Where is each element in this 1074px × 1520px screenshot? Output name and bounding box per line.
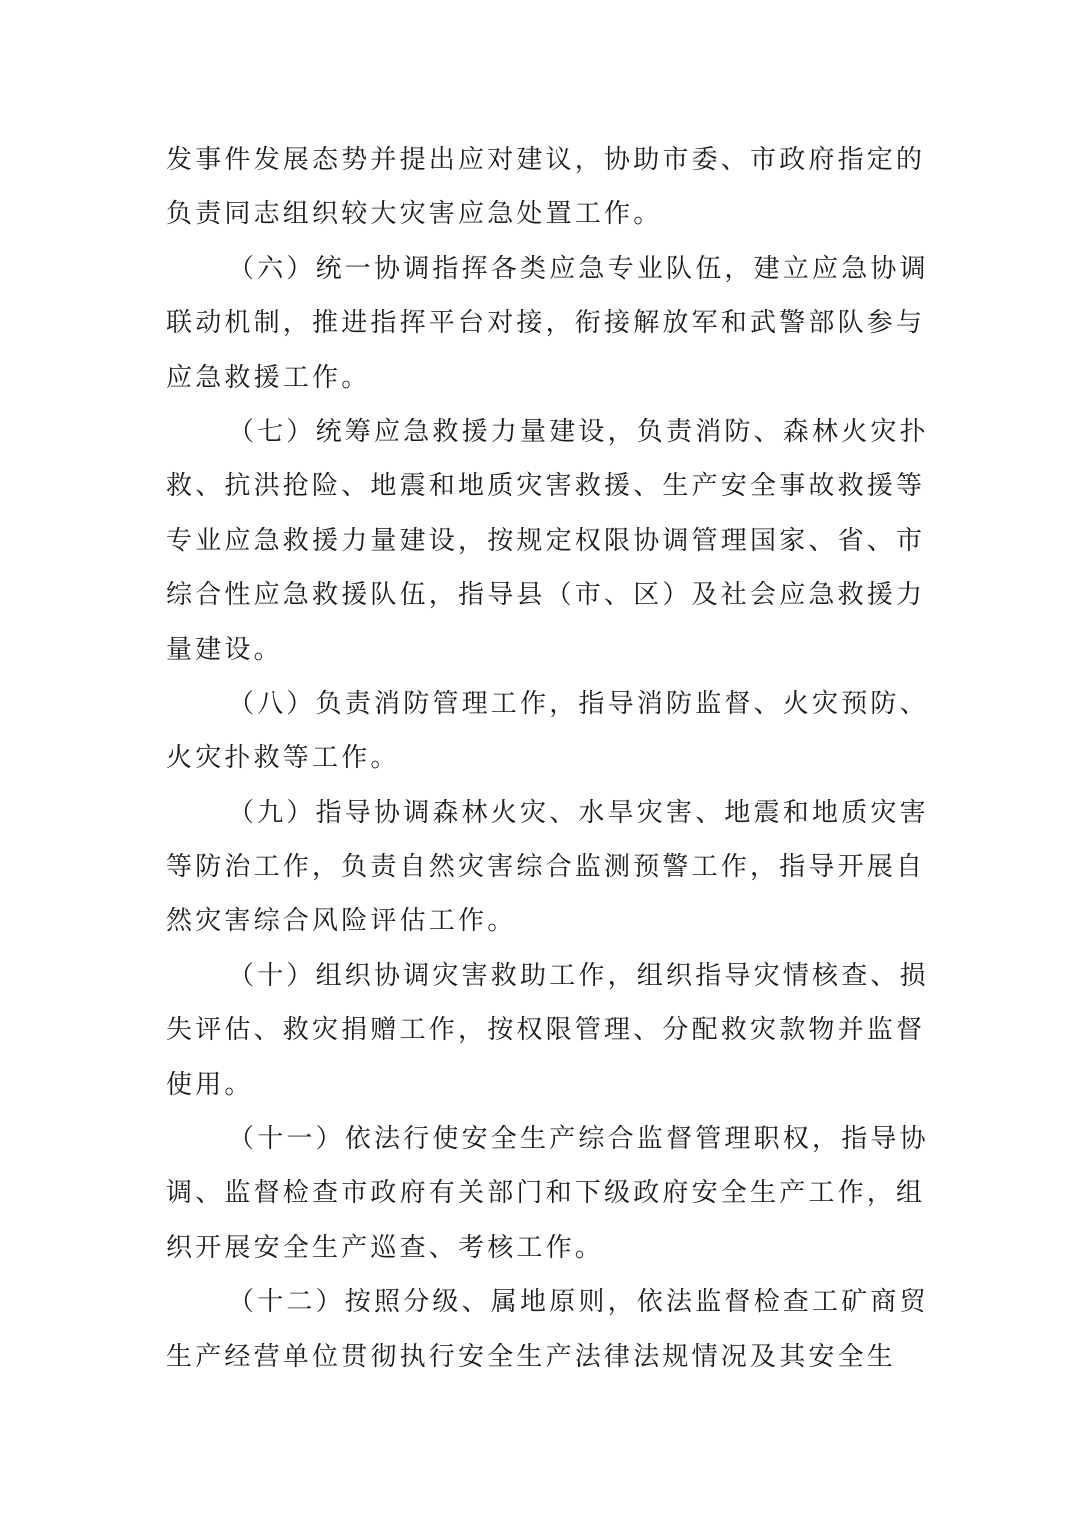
text-line: 使用。 <box>166 1069 254 1100</box>
text-line: 然灾害综合风险评估工作。 <box>166 906 517 937</box>
paragraph-start-line: （九）指导协调森林火灾、水旱灾害、地震和地质灾害 <box>228 797 929 828</box>
text-line: 负责同志组织较大灾害应急处置工作。 <box>166 199 663 230</box>
text-line: 调、监督检查市政府有关部门和下级政府安全生产工作，组 <box>166 1178 926 1209</box>
text-line: 专业应急救援力量建设，按规定权限协调管理国家、省、市 <box>166 525 926 556</box>
paragraph-start-line: （十）组织协调灾害救助工作，组织指导灾情核查、损 <box>228 960 929 991</box>
text-line: 失评估、救灾捐赠工作，按权限管理、分配救灾款物并监督 <box>166 1015 926 1046</box>
text-line: 综合性应急救援队伍，指导县（市、区）及社会应急救援力 <box>166 580 926 611</box>
text-line: 发事件发展态势并提出应对建议，协助市委、市政府指定的 <box>166 145 926 175</box>
text-line: 量建设。 <box>166 634 283 665</box>
text-line: 应急救援工作。 <box>166 362 371 393</box>
text-line: 联动机制，推进指挥平台对接，衔接解放军和武警部队参与 <box>166 308 926 339</box>
paragraph-start-line: （十二）按照分级、属地原则，依法监督检查工矿商贸 <box>228 1287 929 1318</box>
paragraph-start-line: （七）统筹应急救援力量建设，负责消防、森林火灾扑 <box>228 416 929 447</box>
text-line: 火灾扑救等工作。 <box>166 743 400 774</box>
text-line: 等防治工作，负责自然灾害综合监测预警工作，指导开展自 <box>166 852 926 883</box>
text-line: 救、抗洪抢险、地震和地质灾害救援、生产安全事故救援等 <box>166 471 926 502</box>
paragraph-start-line: （八）负责消防管理工作，指导消防监督、火灾预防、 <box>228 688 929 719</box>
document-body <box>166 133 929 1384</box>
text-line: 生产经营单位贯彻执行安全生产法律法规情况及其安全生 <box>166 1341 897 1372</box>
text-line: 织开展安全生产巡查、考核工作。 <box>166 1232 605 1263</box>
paragraph-start-line: （六）统一协调指挥各类应急专业队伍，建立应急协调 <box>228 253 929 284</box>
paragraph-start-line: （十一）依法行使安全生产综合监督管理职权，指导协 <box>228 1124 929 1155</box>
